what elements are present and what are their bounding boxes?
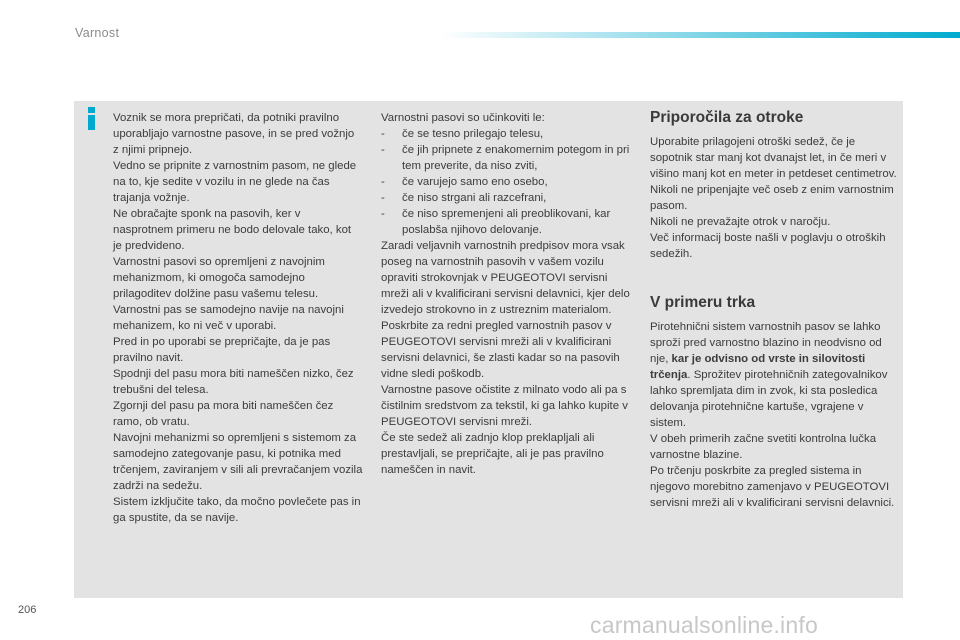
paragraph: Zaradi veljavnih varnostnih predpisov mora vsak poseg na varnostnih pasovih v vašem vozilu opraviti strokovnjak v PEUGEOTOVI servisni mreži ali v kvalificirani servisni delavnici, kjer delo izvedejo strokovno in z ustreznim materialom. bbox=[381, 240, 630, 316]
section-title: Varnost bbox=[75, 26, 120, 40]
paragraph: Sistem izključite tako, da močno povlečete pas in ga spustite, da se navije. bbox=[113, 496, 361, 524]
bullet-dash: - bbox=[381, 176, 385, 188]
paragraph: Voznik se mora prepričati, da potniki pravilno uporabljajo varnostne pasove, in se pred vožnjo z njimi pripnejo. bbox=[113, 112, 355, 156]
heading-child-recommendations: Priporočila za otroke bbox=[650, 109, 804, 126]
bullet-text: če se tesno prilegajo telesu, bbox=[402, 128, 544, 140]
column-2 bbox=[381, 110, 631, 478]
bullet-item bbox=[381, 174, 631, 190]
bullet-dash: - bbox=[381, 208, 385, 220]
paragraph: Poskrbite za redni pregled varnostnih pasov v PEUGEOTOVI servisni mreži ali v kvalificirani servisni delavnici, še zlasti kadar so na pasovih vidne sledi poškodb. bbox=[381, 320, 620, 380]
bullet-item bbox=[381, 190, 631, 206]
bullet-dash: - bbox=[381, 192, 385, 204]
paragraph: Zgornji del pasu pa mora biti nameščen čez ramo, ob vratu. bbox=[113, 400, 334, 428]
crash-text-start: Pirotehnični sistem varnostnih pasov se lahko sproži pred varnostno blazino in neodvisno od nje, bbox=[650, 321, 882, 365]
paragraph: V obeh primerih začne svetiti kontrolna lučka varnostne blazine. bbox=[650, 433, 877, 461]
crash-text-end: . Sprožitev pirotehničnih zategovalnikov lahko spremljata dim in zvok, ki sta posledica delovanja pirotehnične kartuše, vgrajene v sistem. bbox=[650, 369, 888, 429]
paragraph: Če ste sedež ali zadnjo klop preklapljali ali prestavljali, se prepričajte, ali je pas pravilno nameščen in navit. bbox=[381, 432, 604, 476]
paragraph: Varnostne pasove očistite z milnato vodo ali pa s čistilnim sredstvom za tekstil, ki ga lahko kupite v PEUGEOTOVI servisni mreži. bbox=[381, 384, 628, 428]
bullet-item bbox=[381, 206, 631, 238]
bullet-item bbox=[381, 126, 631, 142]
paragraph: Varnostni pasovi so opremljeni z navojnim mehanizmom, ki omogoča samodejno prilagoditev dolžine pasu vašemu telesu. bbox=[113, 256, 325, 300]
paragraph: Vedno se pripnite z varnostnim pasom, ne glede na to, kje sedite v vozilu in ne glede na čas trajanja vožnje. bbox=[113, 160, 357, 204]
paragraph-crash bbox=[650, 319, 900, 431]
heading-in-case-of-collision: V primeru trka bbox=[650, 294, 756, 311]
page-number: 206 bbox=[18, 604, 37, 616]
bullet-text: če jih pripnete z enakomernim potegom in pri tem preverite, da niso zviti, bbox=[402, 144, 630, 172]
bullet-dash: - bbox=[381, 128, 385, 140]
header-accent-bar bbox=[440, 32, 960, 38]
paragraph: Več informacij boste našli v poglavju o otroških sedežih. bbox=[650, 232, 886, 260]
watermark: carmanualsonline.info bbox=[590, 612, 818, 638]
bullet-item bbox=[381, 142, 631, 174]
paragraph: Uporabite prilagojeni otroški sedež, če je sopotnik star manj kot dvanajst let, in če meri v višino manj kot en meter in petdeset centimetrov. bbox=[650, 136, 897, 180]
paragraph: Po trčenju poskrbite za pregled sistema in njegovo morebitno zamenjavo v PEUGEOTOVI servisni mreži ali v kvalificirani servisni delavnici. bbox=[650, 465, 895, 509]
paragraph: Varnostni pas se samodejno navije na navojni mehanizem, ko ni več v uporabi. bbox=[113, 304, 344, 332]
column-3 bbox=[650, 110, 900, 511]
bullet-intro: Varnostni pasovi so učinkoviti le: bbox=[381, 112, 545, 124]
paragraph: Nikoli ne prevažajte otrok v naročju. bbox=[650, 216, 831, 228]
bullet-dash: - bbox=[381, 144, 385, 156]
paragraph: Navojni mehanizmi so opremljeni s sistemom za samodejno zategovanje pasu, ki potnika med trčenjem, zaviranjem v sili ali prevračanjem vozila zadrži na sedežu. bbox=[113, 432, 363, 492]
column-1 bbox=[113, 110, 363, 526]
bullet-text: če varujejo samo eno osebo, bbox=[402, 176, 548, 188]
paragraph: Pred in po uporabi se prepričajte, da je pas pravilno navit. bbox=[113, 336, 331, 364]
paragraph: Nikoli ne pripenjajte več oseb z enim varnostnim pasom. bbox=[650, 184, 894, 212]
bullet-text: če niso spremenjeni ali preoblikovani, kar poslabša njihovo delovanje. bbox=[402, 208, 611, 236]
paragraph: Spodnji del pasu mora biti nameščen nizko, čez trebušni del telesa. bbox=[113, 368, 354, 396]
bullet-text: če niso strgani ali razcefrani, bbox=[402, 192, 547, 204]
crash-text-emphasis: kar je odvisno od vrste in silovitosti trčenja bbox=[650, 353, 866, 381]
paragraph: Ne obračajte sponk na pasovih, ker v nasprotnem primeru ne bodo delovale tako, kot je predvideno. bbox=[113, 208, 352, 252]
info-icon bbox=[84, 107, 99, 130]
